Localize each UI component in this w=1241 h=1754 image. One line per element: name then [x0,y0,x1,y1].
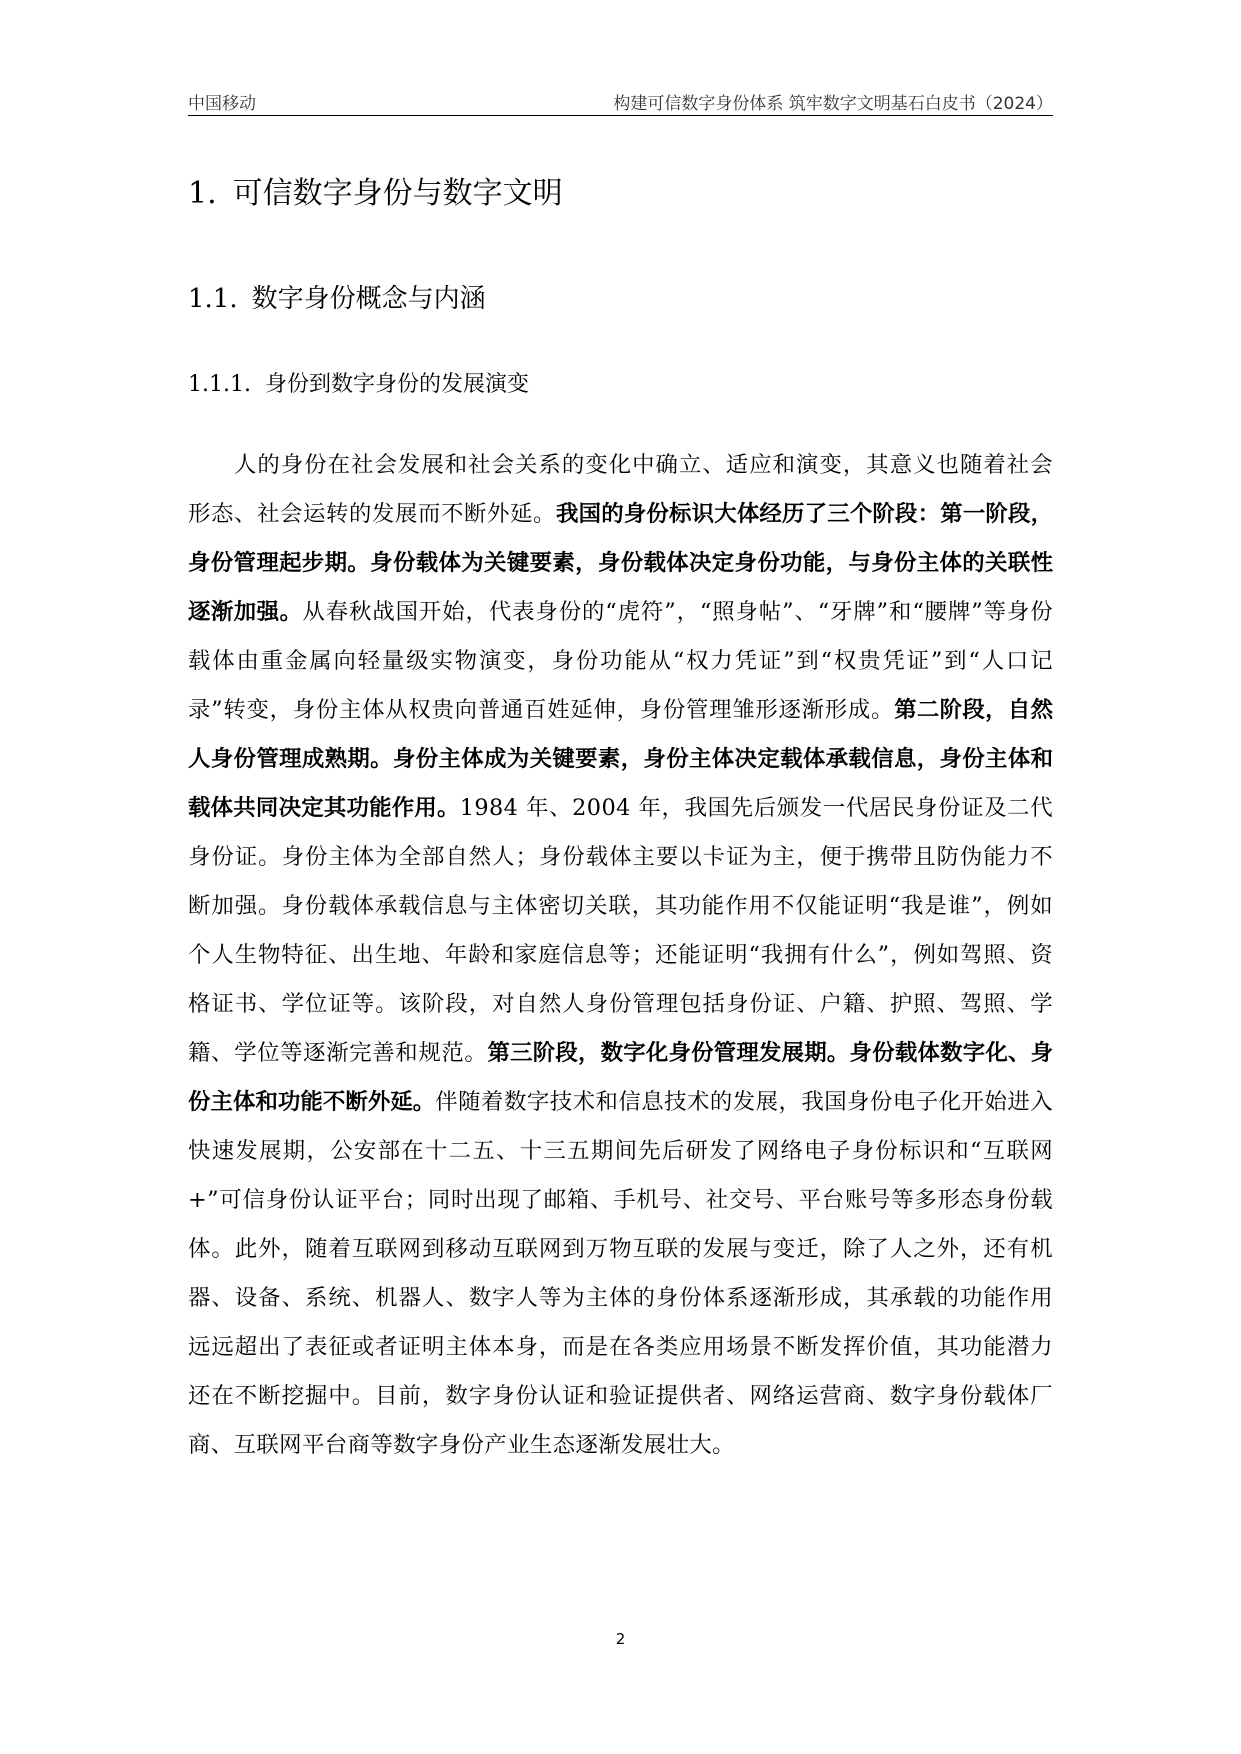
paragraph-bold-stage-3: 第三阶段，数字化身份管理发展期。身份载体数字化、身份主体和功能不断外延。 [188,1040,1054,1115]
paragraph-text-2: 从春秋战国开始，代表身份的“虎符”，“照身帖”、“牙牌”和“腰牌”等身份载体由重金属向轻量级实物演变，身份功能从“权力凭证”到“权贵凭证”到“人口记录”转变，身份主体从权贵向普通百姓延伸，身份管理雏形逐渐形成。 [188,599,1053,723]
heading-1-number: 1. [188,176,217,211]
heading-level-1 [188,168,563,212]
header-org-name: 中国移动 [188,94,256,114]
heading-level-3 [188,367,529,398]
paragraph-bold-stage-1: 我国的身份标识大体经历了三个阶段：第一阶段，身份管理起步期。身份载体为关键要素，身份载体决定身份功能，与身份主体的关联性逐渐加强。 [188,501,1054,625]
paragraph-bold-stage-2: 第二阶段，自然人身份管理成熟期。身份主体成为关键要素，身份主体决定载体承载信息，身份主体和载体共同决定其功能作用。 [188,697,1053,821]
page-number: 2 [615,1630,626,1648]
heading-2-title: 数字身份概念与内涵 [251,284,486,314]
body-paragraph [188,441,1053,1470]
paragraph-text-1: 人的身份在社会发展和社会关系的变化中确立、适应和演变，其意义也随着社会形态、社会运转的发展而不断外延。 [188,452,1053,527]
heading-3-number: 1.1.1. [188,372,251,397]
heading-level-2 [188,278,486,315]
page-header [188,87,1053,116]
heading-1-title: 可信数字身份与数字文明 [232,176,563,211]
header-document-title: 构建可信数字身份体系 筑牢数字文明基石白皮书（2024） [613,94,1053,114]
heading-3-title: 身份到数字身份的发展演变 [264,372,529,397]
paragraph-text-4: 伴随着数字技术和信息技术的发展，我国身份电子化开始进入快速发展期，公安部在十二五、十三五期间先后研发了网络电子身份标识和“互联网+”可信身份认证平台；同时出现了邮箱、手机号、社交号、平台账号等多形态身份载体。此外，随着互联网到移动互联网到万物互联的发展与变迁，除了人之外，还有机器、设备、系统、机器人、数字人等为主体的身份体系逐渐形成，其承载的功能作用远远超出了表征或者证明主体本身，而是在各类应用场景不断发挥价值，其功能潜力还在不断挖掘中。目前，数字身份认证和验证提供者、网络运营商、数字身份载体厂商、互联网平台商等数字身份产业生态逐渐发展壮大。 [188,1089,1053,1458]
paragraph-text-3: 1984 年、2004 年，我国先后颁发一代居民身份证及二代身份证。身份主体为全部自然人；身份载体主要以卡证为主，便于携带且防伪能力不断加强。身份载体承载信息与主体密切关联，其功能作用不仅能证明“我是谁”，例如个人生物特征、出生地、年龄和家庭信息等；还能证明“我拥有什么”，例如驾照、资格证书、学位证等。该阶段，对自然人身份管理包括身份证、户籍、护照、驾照、学籍、学位等逐渐完善和规范。 [188,795,1054,1066]
heading-2-number: 1.1. [188,284,238,314]
